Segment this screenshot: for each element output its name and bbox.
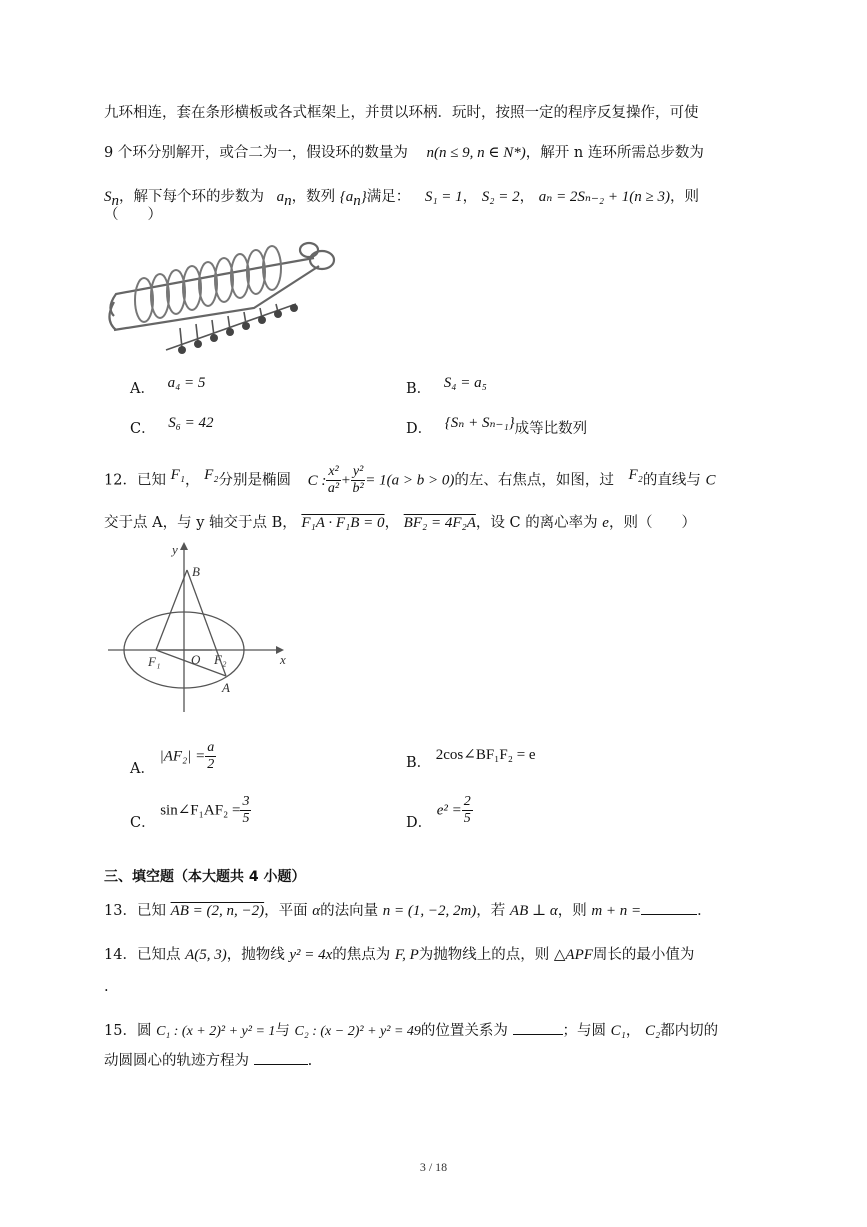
- q13-answer-blank[interactable]: [641, 900, 697, 915]
- fig-label-o: O: [191, 652, 201, 667]
- q11-line3: $S_n$，解下每个环的步数为 $a_n$，数列 $\{a_n\}$满足： S₁ = 1， S₂ = 2， aₙ = 2Sₙ₋₂ + 1(n ≥ 3)，则: [104, 189, 699, 209]
- chinese-rings-figure: [104, 238, 336, 358]
- fig-label-b: B: [192, 564, 200, 579]
- q14: 14．已知点 A(5, 3)，抛物线 y² = 4x的焦点为 F, P为抛物线上的点，则 △APF周长的最小值为: [104, 947, 695, 963]
- fig-label-f1: F₁: [148, 654, 161, 669]
- q12-line2: 交于点 A，与 y 轴交于点 B， F₁A · F₁B = 0， BF₂ = 4F₂A，设 C 的离心率为 e，则（ ）: [104, 515, 696, 531]
- q11-option-c[interactable]: C． S₆ = 42: [130, 415, 214, 437]
- q11-line1: 九环相连，套在条形横板或各式框架上，并贯以环柄．玩时，按照一定的程序反复操作，可使: [104, 105, 699, 121]
- q15-answer-blank-1[interactable]: [513, 1020, 563, 1035]
- q11-paren: （ ）: [104, 207, 162, 223]
- fig-label-y: y: [172, 542, 178, 557]
- ellipse-y-frac: $\frac{\text{y²}}{\text{b²}}$: [352, 464, 364, 496]
- ellipse-figure: [104, 540, 294, 715]
- q13: 13．已知 AB = (2, n, −2)，平面 α的法向量 n = (1, −2, 2m)，若 AB ⊥ α，则 m + n = ．: [104, 900, 712, 922]
- q11-option-a[interactable]: A． a₄ = 5: [130, 375, 206, 397]
- q15-line1: 15．圆 C₁ : (x + 2)² + y² = 1与 C₂ : (x − 2)² + y² = 49的位置关系为 ；与圆 C₁， C₂都内切的: [104, 1020, 718, 1043]
- section-3-heading: 三、填空题（本大题共 4 小题）: [104, 869, 306, 885]
- q12-option-b[interactable]: B． 2cos∠BF₁F₂ = e: [406, 747, 536, 771]
- q15-answer-blank-2[interactable]: [254, 1050, 308, 1065]
- dot-product: F₁A · F₁B = 0: [301, 515, 385, 531]
- page-number: 3 / 18: [419, 1160, 448, 1174]
- q12-option-c[interactable]: C． sin∠F₁AF₂ = $\frac{3}{5}$: [130, 794, 250, 831]
- q12-option-d[interactable]: D． e² = $\frac{2}{5}$: [406, 794, 471, 831]
- q12-option-a[interactable]: A． |AF₂| = $\frac{a}{2}$: [130, 740, 215, 777]
- fig-label-a: A: [222, 680, 230, 695]
- q12-line1: 12．已知 F₁， F₂分别是椭圆 C : $\frac{\text{x²}}{\text{a²}}$ + $\frac{\text{y²}}{\text{b²}}$ = 1(a > b > 0)的左、右焦点，如图，过 F₂的直线与 C: [104, 464, 716, 496]
- q11-line2: 9 个环分别解开，或合二为一，假设环的数量为 n(n ≤ 9, n ∈ N*)，解开 n 连环所需总步数为: [104, 145, 704, 161]
- ellipse-x-frac: $\frac{\text{x²}}{\text{a²}}$: [327, 464, 340, 496]
- q11-n-range: n(n ≤ 9, n ∈ N*): [426, 145, 526, 161]
- vector-relation: BF₂ = 4F₂A: [403, 515, 476, 531]
- q11-option-d[interactable]: D． {Sₙ + Sₙ₋₁}成等比数列: [406, 415, 588, 437]
- q11-option-b[interactable]: B． S₄ = a₅: [406, 375, 487, 397]
- q14-answer-dot[interactable]: .: [104, 979, 109, 995]
- fig-label-x: x: [280, 652, 286, 667]
- q15-line2: 动圆圆心的轨迹方程为 .: [104, 1050, 312, 1072]
- fig-label-f2: F₂: [214, 652, 227, 667]
